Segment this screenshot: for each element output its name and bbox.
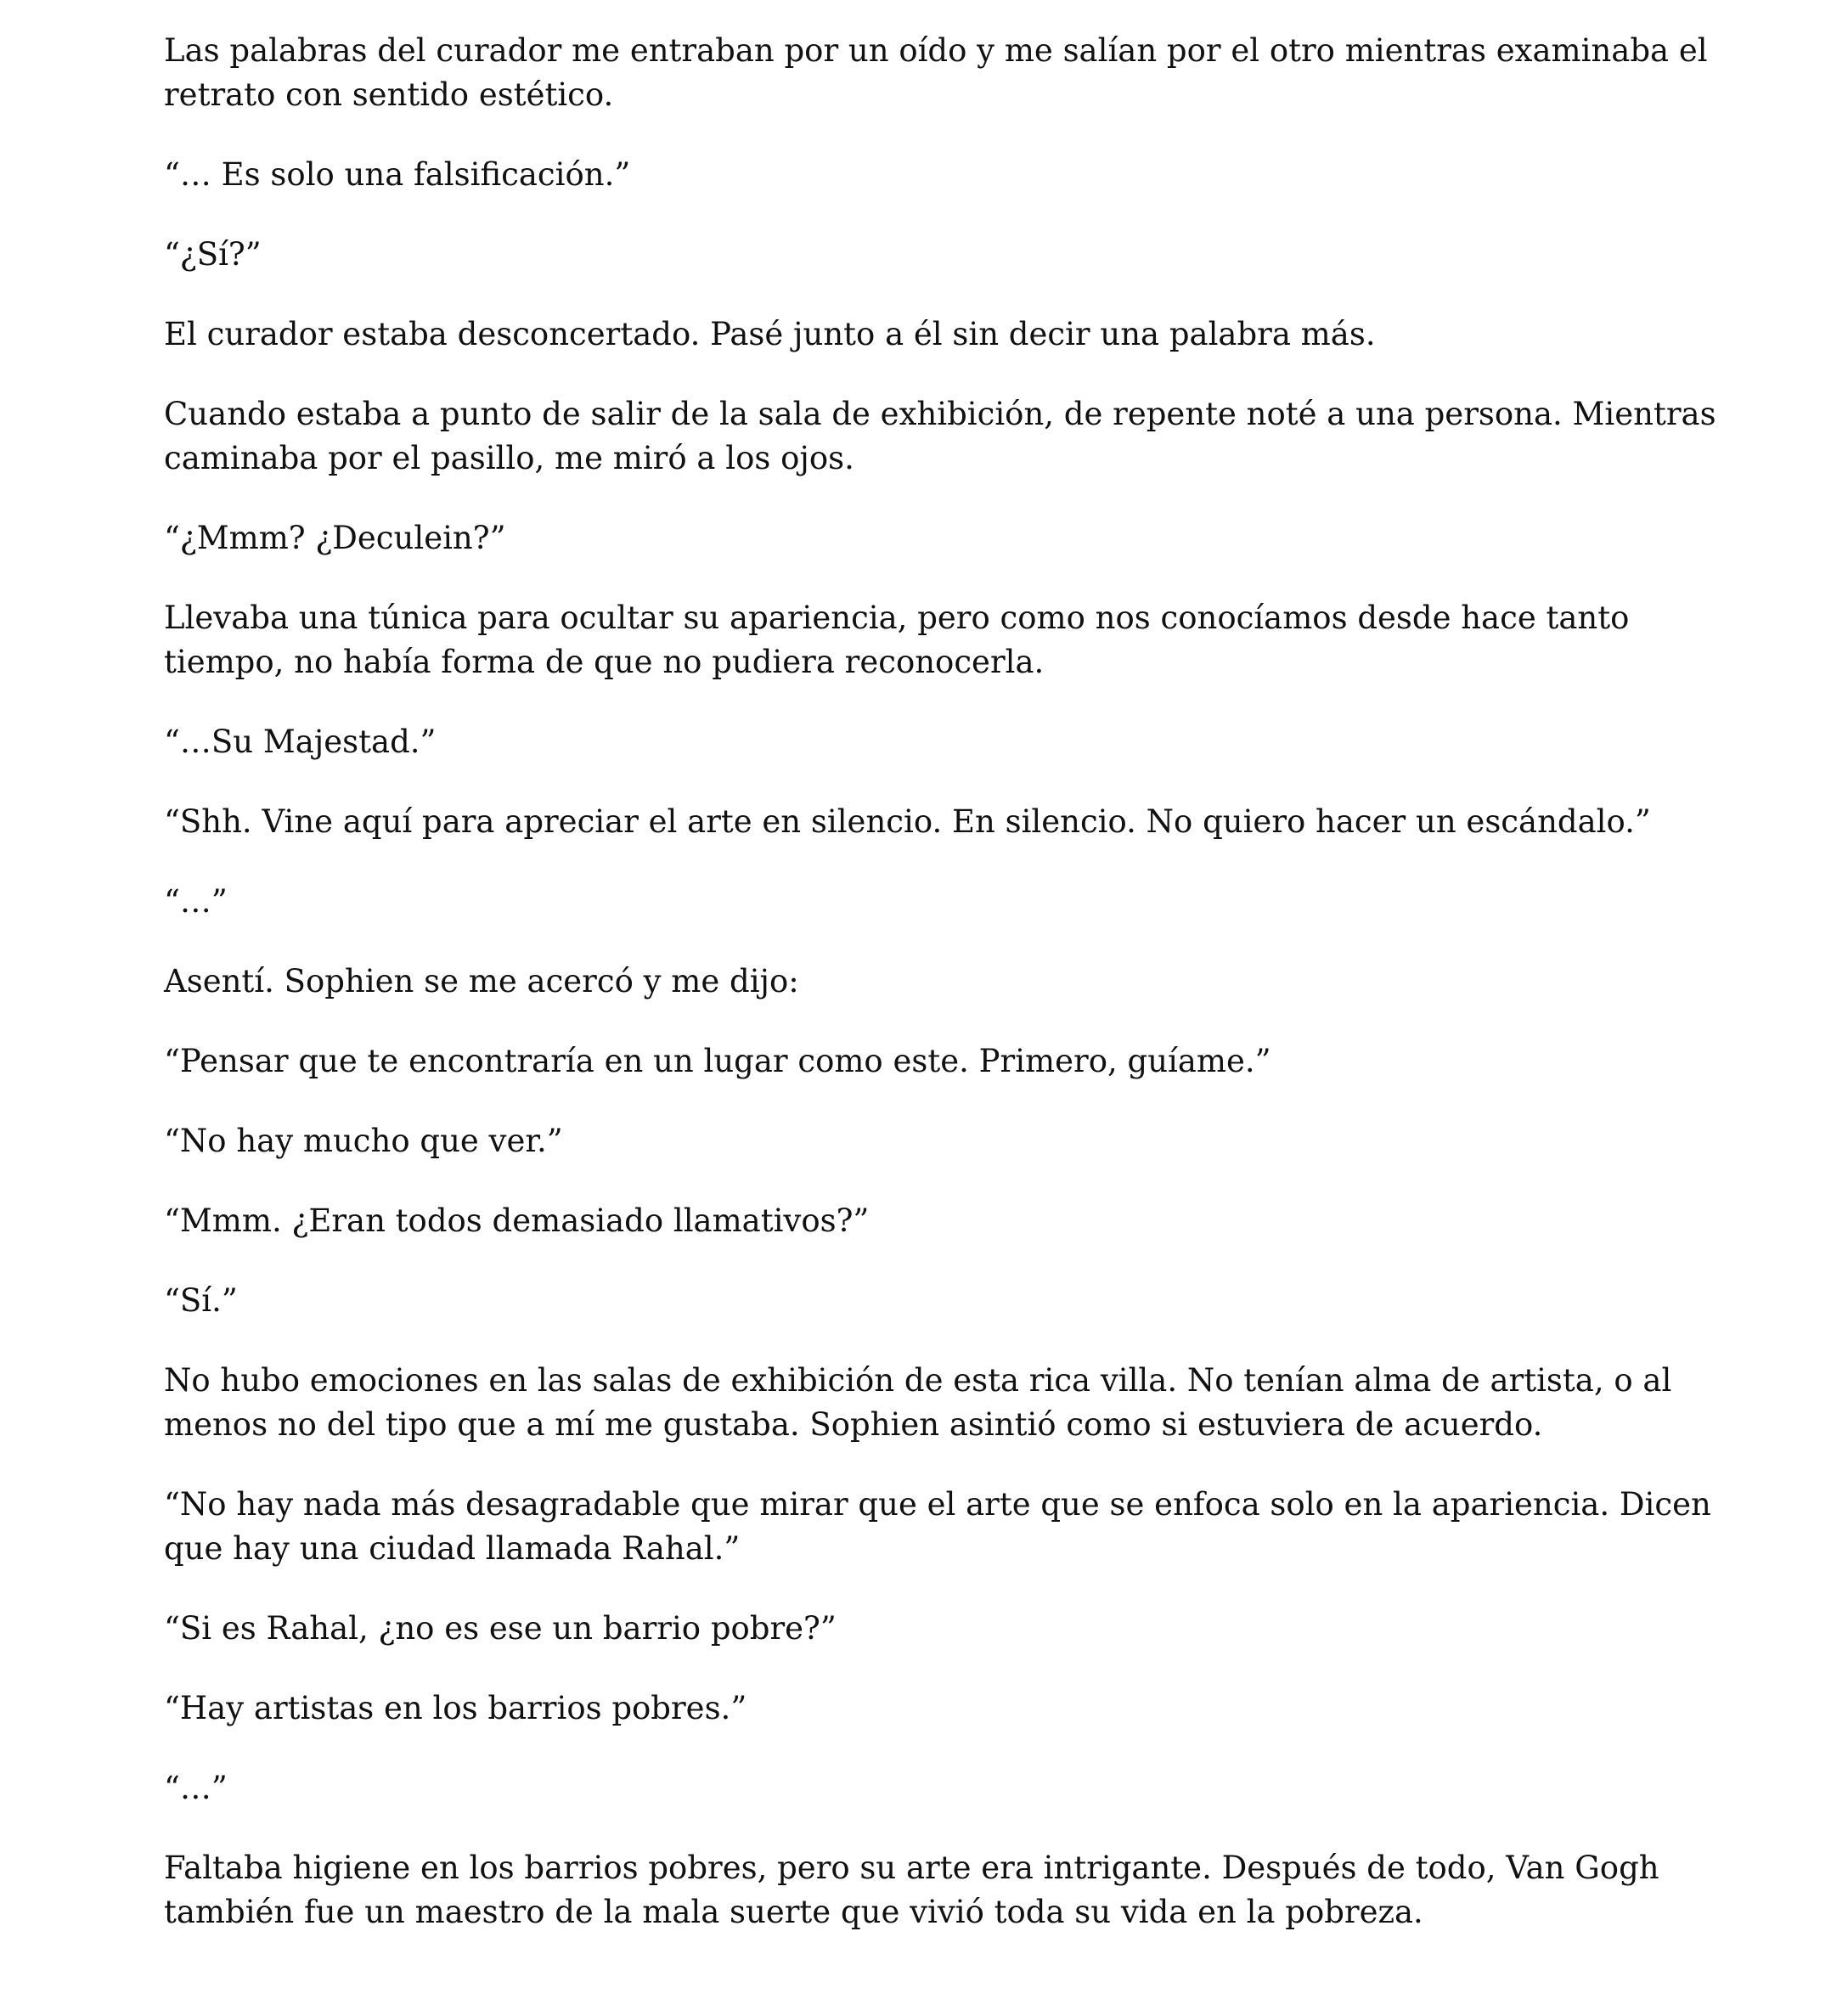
paragraph-2: “… Es solo una falsificación.” — [164, 156, 631, 193]
paragraph-9: “Shh. Vine aquí para apreciar el arte en silencio. En silencio. No quiero hacer un escándalo.” — [164, 803, 1651, 840]
paragraph-17: “No hay nada más desagradable que mirar que el arte que se enfoca solo en la apariencia. Dicen que hay una ciudad llamada Rahal.” — [164, 1486, 1711, 1567]
paragraph-4: El curador estaba desconcertado. Pasé junto a él sin decir una palabra más. — [164, 316, 1376, 352]
paragraph-7: Llevaba una túnica para ocultar su apariencia, pero como nos conocíamos desde hace tanto tiempo, no había forma de que no pudiera reconocerla. — [164, 600, 1630, 680]
paragraph-14: “Mmm. ¿Eran todos demasiado llamativos?” — [164, 1202, 870, 1239]
paragraph-3: “¿Sí?” — [164, 236, 262, 273]
paragraph-16: No hubo emociones en las salas de exhibición de esta rica villa. No tenían alma de artista, o al menos no del tipo que a mí me gustaba. Sophien asintió como si estuviera de acuerdo. — [164, 1362, 1672, 1443]
paragraph-21: Faltaba higiene en los barrios pobres, pero su arte era intrigante. Después de todo, Van Gogh también fue un maestro de la mala suerte que vivió toda su vida en la pobreza. — [164, 1850, 1659, 1930]
paragraph-19: “Hay artistas en los barrios pobres.” — [164, 1690, 747, 1726]
paragraph-10: “…” — [164, 883, 228, 920]
paragraph-15: “Sí.” — [164, 1282, 238, 1319]
paragraph-18: “Si es Rahal, ¿no es ese un barrio pobre?” — [164, 1610, 837, 1647]
paragraph-20: “…” — [164, 1770, 228, 1806]
paragraph-5: Cuando estaba a punto de salir de la sala de exhibición, de repente noté a una persona. Mientras caminaba por el pasillo, me miró a los ojos. — [164, 396, 1716, 476]
paragraph-11: Asentí. Sophien se me acercó y me dijo: — [164, 963, 799, 1000]
paragraph-1: Las palabras del curador me entraban por un oído y me salían por el otro mientras examinaba el retrato con sentido estético. — [164, 32, 1708, 113]
paragraph-6: “¿Mmm? ¿Deculein?” — [164, 520, 506, 556]
paragraph-13: “No hay mucho que ver.” — [164, 1123, 563, 1159]
paragraph-12: “Pensar que te encontraría en un lugar como este. Primero, guíame.” — [164, 1043, 1271, 1079]
paragraph-8: “…Su Majestad.” — [164, 724, 437, 760]
document-page — [164, 29, 1718, 1970]
